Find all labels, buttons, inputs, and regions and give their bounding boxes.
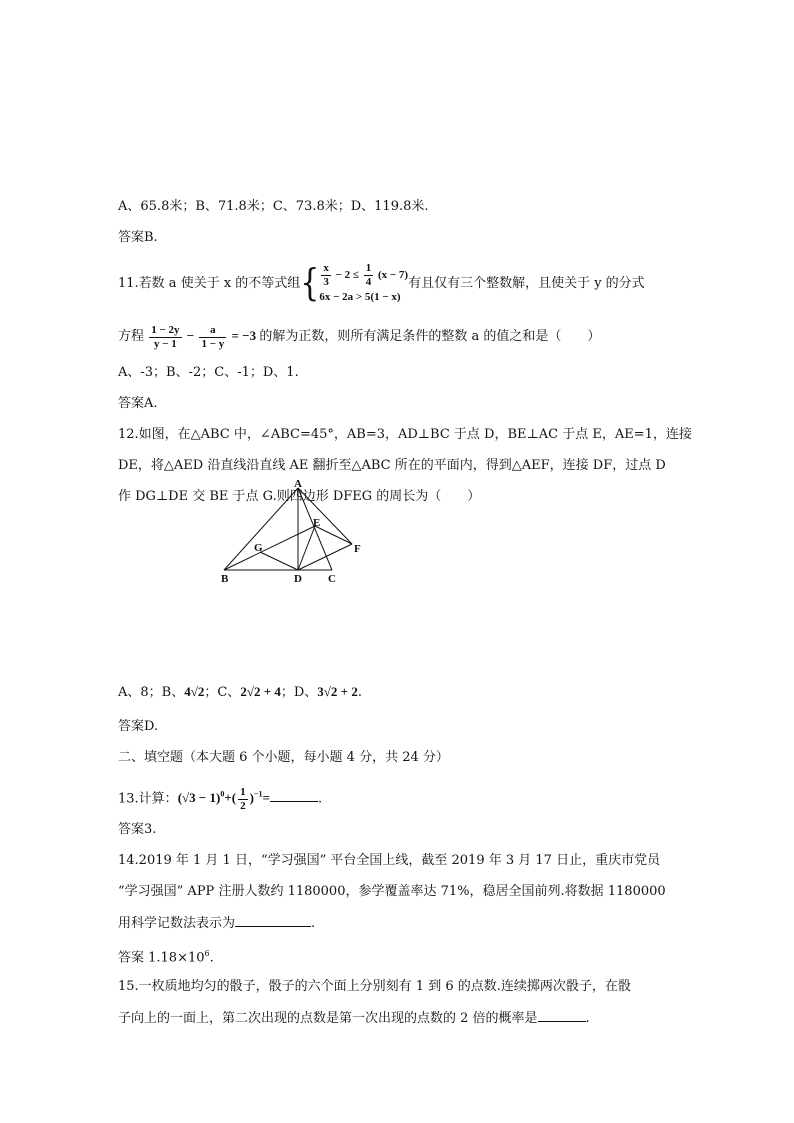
answer-blank[interactable] (235, 914, 311, 927)
system-brace: { (300, 261, 320, 305)
q12-options: A、8；B、4√2；C、2√2 + 4；D、3√2 + 2. (118, 684, 362, 700)
segment-DG (260, 552, 298, 570)
label-D: D (294, 573, 302, 585)
answer-blank[interactable] (270, 789, 318, 802)
label-C: C (328, 573, 336, 585)
q15-line2: 子向上的一面上，第二次出现的点数是第一次出现的点数的 2 倍的概率是 . (118, 1011, 590, 1026)
q15-line1: 15.一枚质地均匀的骰子，骰子的六个面上分别刻有 1 到 6 的点数.连续掷两次骰子，在骰 (118, 979, 631, 994)
segment-AB (224, 488, 298, 570)
q10-answer: 答案B. (118, 230, 158, 245)
q14-line2: “学习强国” APP 注册人数约 1180000，参学覆盖率达 71%，稳居全国前列.将数据 1180000 (118, 884, 666, 899)
label-G: G (254, 542, 263, 554)
label-E: E (313, 517, 321, 529)
q14-answer: 答案 $1.18\times 10^6$. (118, 949, 214, 966)
q14-line1: 14.2019 年 1 月 1 日，“学习强国” 平台全国上线，截至 2019 年 3 月 17 日止，重庆市党员 (118, 853, 661, 868)
q10-options: A、65.8米；B、71.8米；C、73.8米；D、119.8米. (118, 199, 429, 214)
section-heading: 二、填空题（本大题 6 个小题，每小题 4 分，共 24 分） (118, 750, 449, 765)
q13-line: 13.计算：$(√3 - 1)^0+$( $\frac{1}{2}$ )$^{-1}$= . (118, 785, 323, 812)
q12-line1: 12.如图，在△ABC 中，∠ABC=45°，AB=3，AD⊥BC 于点 D，BE⊥AC 于点 E，AE=1，连接 (118, 427, 692, 442)
q12-line3: 作 DG⊥DE 交 BE 于点 G.则四边形 DFEG 的周长为（ ） (118, 489, 481, 504)
q13-answer: 答案3. (118, 822, 157, 837)
q12-line2: DE，将△AED 沿直线沿直线 AE 翻折至△ABC 所在的平面内，得到△AEF，连接 DF，过点 D (118, 458, 666, 473)
geometry-figure (210, 478, 380, 588)
q11-answer: 答案A. (118, 396, 158, 411)
q11-line2: 方程 $\frac{1 - 2y}{y - 1}$ − $\frac{a}{1 - y}$ = −3 的解为正数，则所有满足条件的整数 a 的值之和是（ ） (118, 323, 601, 350)
q11-line1 (118, 262, 645, 305)
label-B: B (221, 573, 229, 585)
q11-options: A、-3；B、-2；C、-1；D、1. (118, 365, 299, 380)
q11-text-2: 有且仅有三个整数解，且使关于 y 的分式 (408, 276, 645, 291)
inequality-system: $\frac{x}{3}$ − 2 ≤ $\frac{1}{4}$ (x − 7) 6x − 2a > 5(1 − x) (319, 262, 409, 303)
segment-AF (298, 488, 352, 544)
q12-answer: 答案D. (118, 719, 159, 734)
q14-line3: 用科学记数法表示为 . (118, 916, 316, 931)
q11-text-1: 11.若数 a 使关于 x 的不等式组 (118, 276, 301, 291)
label-F: F (354, 543, 361, 555)
segment-BE (224, 526, 315, 570)
label-A: A (294, 478, 302, 490)
answer-blank[interactable] (538, 1009, 586, 1022)
